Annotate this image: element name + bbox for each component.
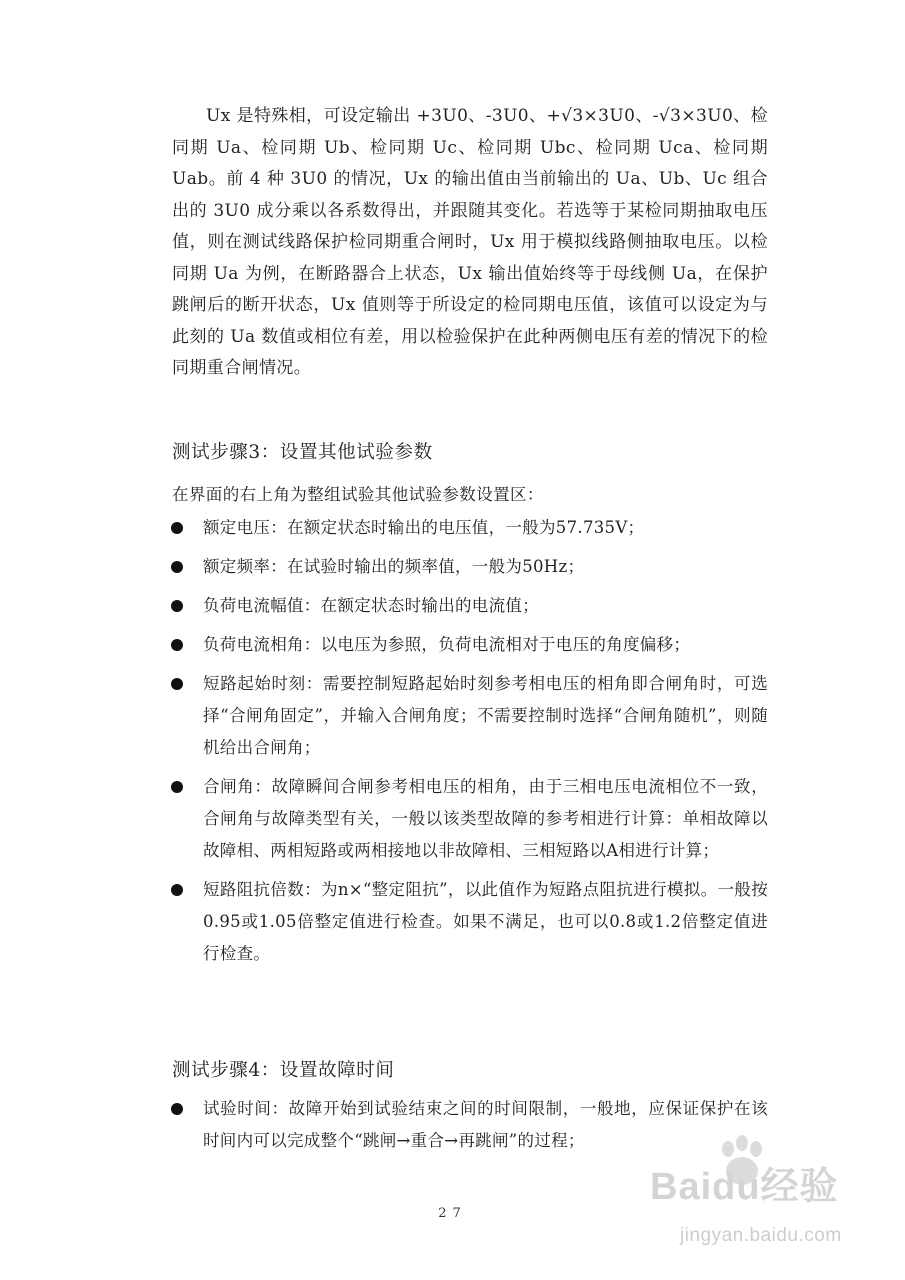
step4-heading: 测试步骤4：设置故障时间 [172,1060,395,1081]
list-item: 试验时间：故障开始到试验结束之间的时间限制，一般地，应保证保护在该时间内可以完成整个“跳闸→重合→再跳闸”的过程； [0,1093,768,1157]
watermark-url: jingyan.baidu.com [680,1225,842,1246]
step3-intro: 在界面的右上角为整组试验其他试验参数设置区： [172,485,544,504]
bullet-icon [171,781,183,793]
list-item: 负荷电流相角：以电压为参照，负荷电流相对于电压的角度偏移； [0,629,768,661]
bullet-icon [171,884,183,896]
bullet-icon [171,639,183,651]
list-item: 负荷电流幅值：在额定状态时输出的电流值； [0,590,768,622]
list-item: 短路起始时刻：需要控制短路起始时刻参考相电压的相角即合闸角时，可选择“合闸角固定”，并输入合闸角度；不需要控制时选择“合闸角随机”，则随机给出合闸角； [0,668,768,764]
page-number: 27 [438,1206,467,1221]
baidu-watermark [640,1135,895,1270]
list-item: 额定频率：在试验时输出的频率值，一般为50Hz； [0,551,768,583]
bullet-icon [171,1103,183,1115]
step3-heading: 测试步骤3：设置其他试验参数 [172,442,433,463]
step3-list [0,512,905,977]
bullet-icon [171,600,183,612]
intro-paragraph: Ux 是特殊相，可设定输出 +3U0、-3U0、+√3×3U0、-√3×3U0、检同期 Ua、检同期 Ub、检同期 Uc、检同期 Ubc、检同期 Uca、检同期 Uab。前 4 种 3U0 的情况，Ux 的输出值由当前输出的 Ua、Ub、Uc 组合出的 3U0 成分乘以各系数得出，并跟随其变化。若选等于某检同期抽取电压值，则在测试线路保护检同期重合闸时，Ux 用于模拟线路侧抽取电压。以检同期 Ua 为例，在断路器合上状态，Ux 输出值始终等于母线侧 Ua，在保护跳闸后的断开状态，Ux 值则等于所设定的检同期电压值，该值可以设定为与此刻的 Ua 数值或相位有差，用以检验保护在此种两侧电压有差的情况下的检同期重合闸情况。 [172,106,768,378]
list-item: 额定电压：在额定状态时输出的电压值，一般为57.735V； [0,512,768,544]
list-item: 合闸角：故障瞬间合闸参考相电压的相角，由于三相电压电流相位不一致，合闸角与故障类型有关，一般以该类型故障的参考相进行计算：单相故障以故障相、两相短路或两相接地以非故障相、三相短路以A相进行计算； [0,771,768,867]
bullet-icon [171,561,183,573]
bullet-icon [171,522,183,534]
bullet-icon [171,678,183,690]
list-item: 短路阻抗倍数：为n×“整定阻抗”，以此值作为短路点阻抗进行模拟。一般按0.95或1.05倍整定值进行检查。如果不满足，也可以0.8或1.2倍整定值进行检查。 [0,874,768,970]
watermark-logo-text: Baidu经验 [650,1166,839,1208]
